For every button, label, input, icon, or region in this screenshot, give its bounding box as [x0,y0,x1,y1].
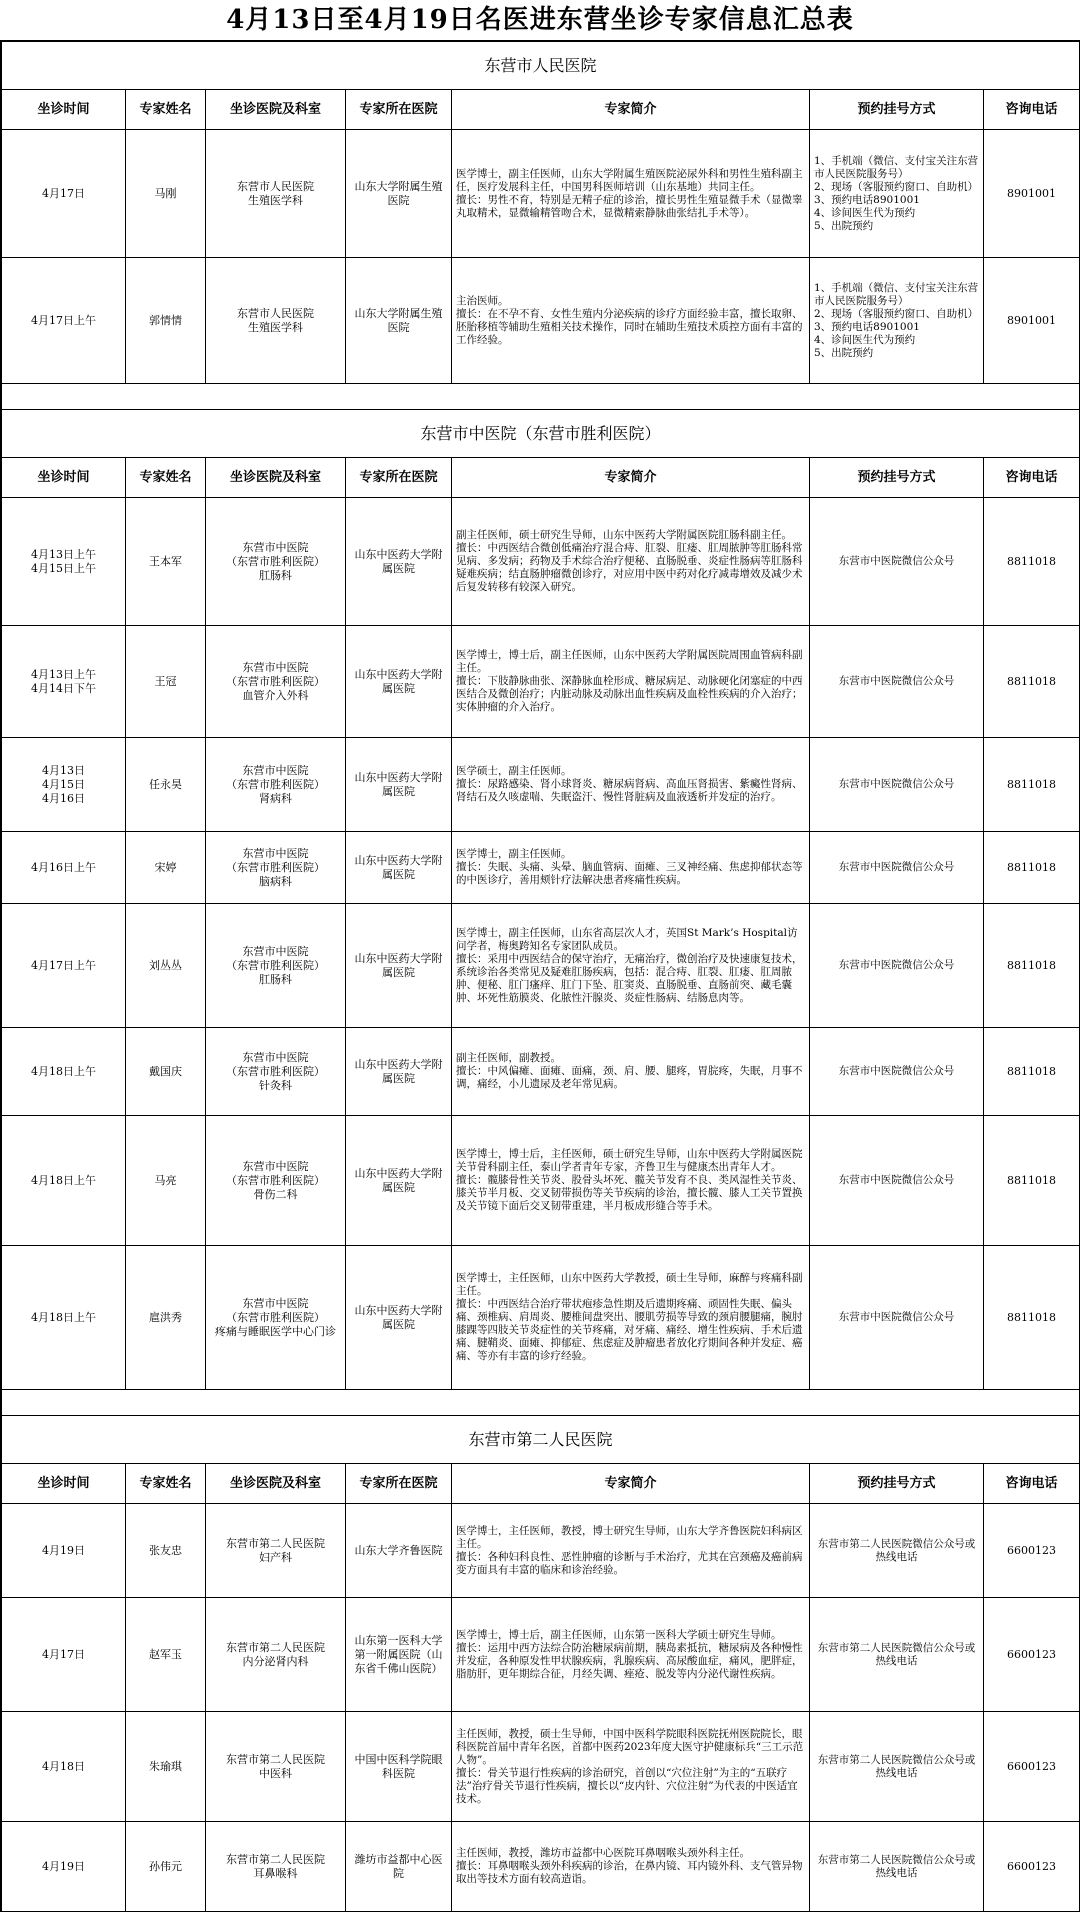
cell-time: 4月18日 [2,1712,126,1822]
column-header: 预约挂号方式 [810,1464,984,1504]
table-row [2,904,1080,1028]
column-header-row [2,90,1080,130]
cell-bio: 医学硕士，副主任医师。 擅长：尿路感染、肾小球肾炎、糖尿病肾病、高血压肾损害、紫癜性肾病、肾结石及久咳虚喘、失眠盗汗、慢性肾脏病及血液透析并发症的治疗。 [452,738,810,832]
cell-expert-name: 朱瑜琪 [126,1712,206,1822]
table-row [2,1028,1080,1116]
cell-expert-name: 王本军 [126,498,206,626]
cell-bio: 医学博士，副主任医师，山东大学附属生殖医院泌尿外科和男性生殖科副主任，医疗发展科主任，中国男科医师培训（山东基地）共同主任。 擅长：男性不育，特别是无精子症的诊治，擅长男性生殖显微手术（显微睾丸取精术，显微输精管吻合术，显微精索静脉曲张结扎手术等）。 [452,130,810,258]
cell-expert-name: 马刚 [126,130,206,258]
cell-dept: 东营市人民医院 生殖医学科 [206,258,346,384]
cell-time: 4月18日上午 [2,1116,126,1246]
cell-booking: 东营市中医院微信公众号 [810,738,984,832]
cell-dept: 东营市中医院 （东营市胜利医院） 脑病科 [206,832,346,904]
cell-bio: 医学博士，博士后，主任医师，硕士研究生导师，山东中医药大学附属医院关节骨科副主任，泰山学者青年专家，齐鲁卫生与健康杰出青年人才。 擅长：髋膝骨性关节炎、股骨头坏死、髋关节发育不良、类风湿性关节炎、膝关节半月板、交叉韧带损伤等关节疾病的诊治，擅长髋、膝人工关节置换及关节镜下面后交叉韧带重建，半月板成形缝合等手术。 [452,1116,810,1246]
cell-booking: 东营市中医院微信公众号 [810,904,984,1028]
table-row [2,1822,1080,1912]
column-header: 坐诊医院及科室 [206,90,346,130]
cell-home-hospital: 山东中医药大学附属医院 [346,904,452,1028]
cell-time: 4月19日 [2,1504,126,1598]
cell-booking: 东营市第二人民医院微信公众号或热线电话 [810,1504,984,1598]
cell-home-hospital: 山东大学附属生殖医院 [346,130,452,258]
cell-phone: 8811018 [984,832,1080,904]
cell-booking: 东营市中医院微信公众号 [810,626,984,738]
cell-dept: 东营市中医院 （东营市胜利医院） 针灸科 [206,1028,346,1116]
cell-home-hospital: 山东中医药大学附属医院 [346,1116,452,1246]
cell-booking: 1、手机端（微信、支付宝关注东营市人民医院服务号） 2、现场（客服预约窗口、自助机） 3、预约电话8901001 4、诊间医生代为预约 5、出院预约 [810,258,984,384]
cell-booking: 东营市中医院微信公众号 [810,1028,984,1116]
cell-expert-name: 孙伟元 [126,1822,206,1912]
page-title: 4月13日至4月19日名医进东营坐诊专家信息汇总表 [226,5,854,35]
cell-phone: 6600123 [984,1598,1080,1712]
cell-expert-name: 赵军玉 [126,1598,206,1712]
cell-time: 4月13日 4月15日 4月16日 [2,738,126,832]
cell-expert-name: 王冠 [126,626,206,738]
cell-time: 4月17日上午 [2,258,126,384]
table-frame [0,40,1080,1912]
cell-home-hospital: 山东中医药大学附属医院 [346,1246,452,1390]
cell-home-hospital: 山东第一医科大学第一附属医院（山东省千佛山医院） [346,1598,452,1712]
cell-dept: 东营市中医院 （东营市胜利医院） 肛肠科 [206,904,346,1028]
cell-dept: 东营市中医院 （东营市胜利医院） 肾病科 [206,738,346,832]
cell-home-hospital: 山东中医药大学附属医院 [346,832,452,904]
cell-time: 4月13日上午 4月14日下午 [2,626,126,738]
table-row [2,1504,1080,1598]
cell-booking: 东营市中医院微信公众号 [810,832,984,904]
column-header: 专家简介 [452,1464,810,1504]
cell-expert-name: 任永昊 [126,738,206,832]
column-header: 预约挂号方式 [810,458,984,498]
cell-time: 4月13日上午 4月15日上午 [2,498,126,626]
column-header: 专家姓名 [126,90,206,130]
column-header: 咨询电话 [984,1464,1080,1504]
cell-bio: 主任医师，教授，硕士生导师，中国中医科学院眼科医院抚州医院院长，眼科医院首届中青年名医，首都中医药2023年度大医守护健康标兵“三工示范人物”。 擅长：骨关节退行性疾病的诊治研究，首创以“穴位注射”为主的“五联疗法”治疗骨关节退行性疾病，擅长以“皮内针、穴位注射”为代表的中医适宜技术。 [452,1712,810,1822]
cell-expert-name: 宋婷 [126,832,206,904]
cell-booking: 东营市第二人民医院微信公众号或热线电话 [810,1598,984,1712]
expert-table [1,41,1080,1912]
column-header: 坐诊时间 [2,90,126,130]
cell-dept: 东营市中医院 （东营市胜利医院） 骨伤二科 [206,1116,346,1246]
cell-time: 4月18日上午 [2,1028,126,1116]
table-row [2,738,1080,832]
column-header: 专家所在医院 [346,90,452,130]
cell-bio: 医学博士，主任医师，教授，博士研究生导师，山东大学齐鲁医院妇科病区主任。 擅长：各种妇科良性、恶性肿瘤的诊断与手术治疗，尤其在宫颈癌及癌前病变方面具有丰富的临床和诊治经验。 [452,1504,810,1598]
column-header: 专家所在医院 [346,1464,452,1504]
column-header: 专家所在医院 [346,458,452,498]
column-header: 专家姓名 [126,1464,206,1504]
section-title: 东营市人民医院 [2,42,1080,90]
cell-booking: 东营市第二人民医院微信公众号或热线电话 [810,1822,984,1912]
cell-dept: 东营市第二人民医院 妇产科 [206,1504,346,1598]
section-gap-cell [2,1390,1080,1416]
cell-booking: 东营市第二人民医院微信公众号或热线电话 [810,1712,984,1822]
cell-phone: 6600123 [984,1822,1080,1912]
column-header: 坐诊时间 [2,458,126,498]
cell-bio: 医学博士，博士后，副主任医师，山东第一医科大学硕士研究生导师。 擅长：运用中西方法综合防治糖尿病前期，胰岛素抵抗，糖尿病及各种慢性并发症，各种原发性甲状腺疾病，乳腺疾病、高尿酸血症，痛风，肥胖症，脂肪肝，更年期综合征，月经失调、痤疮、脱发等内分泌代谢性疾病。 [452,1598,810,1712]
section-header-row [2,410,1080,458]
cell-phone: 6600123 [984,1712,1080,1822]
column-header: 专家姓名 [126,458,206,498]
section-header-row [2,1416,1080,1464]
column-header: 专家简介 [452,458,810,498]
cell-phone: 8811018 [984,1028,1080,1116]
section-title: 东营市第二人民医院 [2,1416,1080,1464]
cell-dept: 东营市中医院 （东营市胜利医院） 疼痛与睡眠医学中心门诊 [206,1246,346,1390]
cell-phone: 8901001 [984,258,1080,384]
column-header: 咨询电话 [984,458,1080,498]
cell-bio: 医学博士，博士后，副主任医师，山东中医药大学附属医院周围血管病科副主任。 擅长：下肢静脉曲张、深静脉血栓形成、糖尿病足、动脉硬化闭塞症的中西医结合及微创治疗；内脏动脉及动脉出血性疾病及血栓性疾病的介入治疗；实体肿瘤的介入治疗。 [452,626,810,738]
column-header: 咨询电话 [984,90,1080,130]
cell-bio: 医学博士，副主任医师。 擅长：失眠、头痛、头晕、脑血管病、面瘫、三叉神经痛、焦虑抑郁状态等的中医诊疗，善用颊针疗法解决患者疼痛性疾病。 [452,832,810,904]
cell-dept: 东营市中医院 （东营市胜利医院） 血管介入外科 [206,626,346,738]
cell-home-hospital: 中国中医科学院眼科医院 [346,1712,452,1822]
cell-phone: 8811018 [984,738,1080,832]
cell-dept: 东营市第二人民医院 中医科 [206,1712,346,1822]
cell-phone: 8811018 [984,904,1080,1028]
cell-expert-name: 马亮 [126,1116,206,1246]
cell-dept: 东营市人民医院 生殖医学科 [206,130,346,258]
cell-bio: 医学博士，副主任医师，山东省高层次人才，英国St Mark’s Hospital访问学者，梅奥跨知名专家团队成员。 擅长：采用中西医结合的保守治疗，无痛治疗，微创治疗及快速康复技术，系统诊治各类常见及疑难肛肠疾病，包括：混合痔、肛裂、肛瘘、肛周脓肿、便秘、肛门瘙痒、肛门下坠、肛窦炎、直肠脱垂、直肠前突、藏毛囊肿、坏死性筋膜炎、化脓性汗腺炎、炎症性肠病、结肠息肉等。 [452,904,810,1028]
cell-dept: 东营市第二人民医院 耳鼻喉科 [206,1822,346,1912]
table-row [2,626,1080,738]
section-header-row [2,42,1080,90]
cell-booking: 东营市中医院微信公众号 [810,498,984,626]
cell-booking: 1、手机端（微信、支付宝关注东营市人民医院服务号） 2、现场（客服预约窗口、自助机） 3、预约电话8901001 4、诊间医生代为预约 5、出院预约 [810,130,984,258]
cell-phone: 8811018 [984,498,1080,626]
table-row [2,498,1080,626]
table-row [2,258,1080,384]
cell-bio: 副主任医师，副教授。 擅长：中风偏瘫、面瘫、面痛，颈、肩、腰、腿疼，胃脘疼，失眠，月事不调，痛经，小儿遗尿及老年常见病。 [452,1028,810,1116]
cell-booking: 东营市中医院微信公众号 [810,1246,984,1390]
cell-home-hospital: 山东大学齐鲁医院 [346,1504,452,1598]
section-gap-cell [2,384,1080,410]
cell-home-hospital: 潍坊市益都中心医院 [346,1822,452,1912]
table-row [2,1246,1080,1390]
cell-dept: 东营市中医院 （东营市胜利医院） 肛肠科 [206,498,346,626]
column-header: 坐诊医院及科室 [206,1464,346,1504]
cell-booking: 东营市中医院微信公众号 [810,1116,984,1246]
cell-phone: 8811018 [984,1246,1080,1390]
section-title: 东营市中医院（东营市胜利医院） [2,410,1080,458]
cell-bio: 主治医师。 擅长：在不孕不育、女性生殖内分泌疾病的诊疗方面经验丰富，擅长取卵、胚胎移植等辅助生殖相关技术操作，同时在辅助生殖技术质控方面有丰富的工作经验。 [452,258,810,384]
cell-expert-name: 扈洪秀 [126,1246,206,1390]
cell-phone: 6600123 [984,1504,1080,1598]
cell-phone: 8811018 [984,1116,1080,1246]
cell-expert-name: 刘丛丛 [126,904,206,1028]
cell-home-hospital: 山东中医药大学附属医院 [346,626,452,738]
cell-time: 4月17日 [2,1598,126,1712]
cell-time: 4月17日 [2,130,126,258]
column-header: 专家简介 [452,90,810,130]
cell-time: 4月19日 [2,1822,126,1912]
section-gap-row [2,384,1080,410]
cell-time: 4月16日上午 [2,832,126,904]
column-header-row [2,1464,1080,1504]
cell-phone: 8901001 [984,130,1080,258]
cell-time: 4月18日上午 [2,1246,126,1390]
table-row [2,130,1080,258]
table-row [2,832,1080,904]
column-header: 坐诊时间 [2,1464,126,1504]
cell-home-hospital: 山东中医药大学附属医院 [346,498,452,626]
table-row [2,1116,1080,1246]
cell-home-hospital: 山东中医药大学附属医院 [346,738,452,832]
cell-bio: 主任医师，教授，潍坊市益都中心医院耳鼻咽喉头颈外科主任。 擅长：耳鼻咽喉头颈外科疾病的诊治，在鼻内镜、耳内镜外科、支气管异物取出等技术方面有较高造诣。 [452,1822,810,1912]
cell-home-hospital: 山东大学附属生殖医院 [346,258,452,384]
cell-expert-name: 戴国庆 [126,1028,206,1116]
cell-phone: 8811018 [984,626,1080,738]
section-gap-row [2,1390,1080,1416]
cell-home-hospital: 山东中医药大学附属医院 [346,1028,452,1116]
cell-bio: 副主任医师，硕士研究生导师，山东中医药大学附属医院肛肠科副主任。 擅长：中西医结合微创低痛治疗混合痔、肛裂、肛瘘、肛周脓肿等肛肠科常见病、多发病；药物及手术综合治疗便秘、直肠脱垂、炎症性肠病等肛肠科疑难疾病；结直肠肿瘤微创诊疗，对应用中医中药对化疗减毒增效及减少术后复发转移有较深入研究。 [452,498,810,626]
cell-expert-name: 张友忠 [126,1504,206,1598]
cell-dept: 东营市第二人民医院 内分泌肾内科 [206,1598,346,1712]
table-row [2,1598,1080,1712]
column-header-row [2,458,1080,498]
cell-time: 4月17日上午 [2,904,126,1028]
table-row [2,1712,1080,1822]
cell-bio: 医学博士，主任医师，山东中医药大学教授，硕士生导师，麻醉与疼痛科副主任。 擅长：中西医结合治疗带状疱疹急性期及后遗期疼痛、顽固性失眠、偏头痛、颈椎病、肩周炎、腰椎间盘突出、腰肌劳损等导致的颈肩腰腿痛，腕肘膝踝等四肢关节炎症性的关节疼痛，对牙痛、痛经、增生性疾病、手术后遗痛、腱鞘炎、面瘫、抑郁症、焦虑症及肿瘤患者放化疗期间各种并发症、癌痛、等亦有丰富的诊疗经验。 [452,1246,810,1390]
column-header: 坐诊医院及科室 [206,458,346,498]
cell-expert-name: 郭情情 [126,258,206,384]
column-header: 预约挂号方式 [810,90,984,130]
